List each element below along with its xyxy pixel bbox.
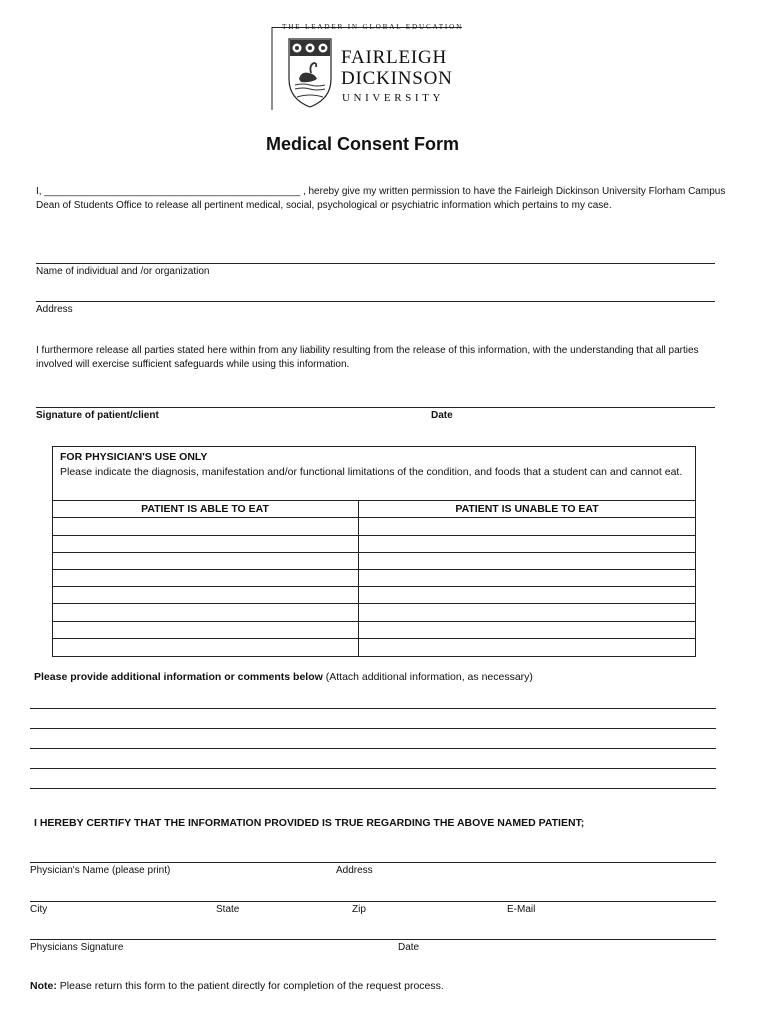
note-label: Note: [30, 980, 57, 992]
physician-name-line[interactable] [30, 862, 716, 863]
physician-signature-label: Physicians Signature [30, 942, 124, 953]
logo-tagline: THE LEADER IN GLOBAL EDUCATION [282, 23, 464, 31]
table-row-line [52, 517, 696, 518]
form-title: Medical Consent Form [265, 134, 460, 154]
logo-name-line3: UNIVERSITY [342, 92, 444, 104]
note-text: Please return this form to the patient directly for completion of the request process. [59, 980, 444, 992]
additional-info-label [34, 671, 533, 683]
release-statement: I furthermore release all parties stated here within from any liability resulting from the release of this information, with the understanding that all parties involved will exercise sufficient safeguards while using this information. [36, 345, 699, 370]
patient-date-label: Date [431, 410, 453, 421]
comment-line[interactable] [30, 708, 716, 709]
physician-date-label: Date [398, 942, 420, 953]
physician-heading: FOR PHYSICIAN'S USE ONLY [60, 451, 208, 463]
comment-line[interactable] [30, 728, 716, 729]
table-row-line [52, 638, 696, 639]
table-row-line [52, 603, 696, 604]
certification-statement: I HEREBY CERTIFY THAT THE INFORMATION PROVIDED IS TRUE REGARDING THE ABOVE NAMED PATIENT; [34, 817, 585, 829]
physician-address-label: Address [336, 865, 373, 876]
patient-signature-label: Signature of patient/client [36, 410, 159, 421]
zip-label: Zip [352, 904, 366, 915]
logo-name-line1: FAIRLEIGH [341, 47, 448, 68]
consent-statement: I, ______________________________________________ , hereby give my written permission to have the Fairleigh Dickinson University Florham Campus Dean of Students Office to release all pertinent medical, social, psychological or psychiatric information which pertains to my case. [36, 186, 726, 211]
column-header-unable: PATIENT IS UNABLE TO EAT [455, 503, 599, 515]
address-label: Address [36, 304, 73, 315]
name-input-line[interactable] [36, 263, 715, 264]
table-row-line [52, 586, 696, 587]
table-row-line [52, 535, 696, 536]
table-row-line [52, 552, 696, 553]
physician-name-label: Physician's Name (please print) [30, 865, 171, 876]
logo-name-line2: DICKINSON [341, 68, 453, 89]
table-row-line [52, 621, 696, 622]
table-top-border [52, 500, 696, 501]
physician-location-line[interactable] [30, 901, 716, 902]
email-label: E-Mail [507, 904, 536, 915]
patient-signature-line[interactable] [36, 407, 715, 408]
physician-signature-line[interactable] [30, 939, 716, 940]
comment-line[interactable] [30, 768, 716, 769]
comment-line[interactable] [30, 748, 716, 749]
city-label: City [30, 904, 48, 915]
physician-instructions: Please indicate the diagnosis, manifestation and/or functional limitations of the condition, and foods that a student can and cannot eat. [60, 466, 683, 478]
name-label: Name of individual and /or organization [36, 266, 210, 277]
table-row-line [52, 569, 696, 570]
additional-info-note: (Attach additional information, as necessary) [325, 671, 533, 683]
column-header-able: PATIENT IS ABLE TO EAT [141, 503, 269, 515]
return-note [30, 980, 444, 992]
column-divider [358, 500, 359, 657]
address-input-line[interactable] [36, 301, 715, 302]
comment-line[interactable] [30, 788, 716, 789]
additional-info-bold: Please provide additional information or comments below [34, 671, 323, 683]
state-label: State [216, 904, 240, 915]
